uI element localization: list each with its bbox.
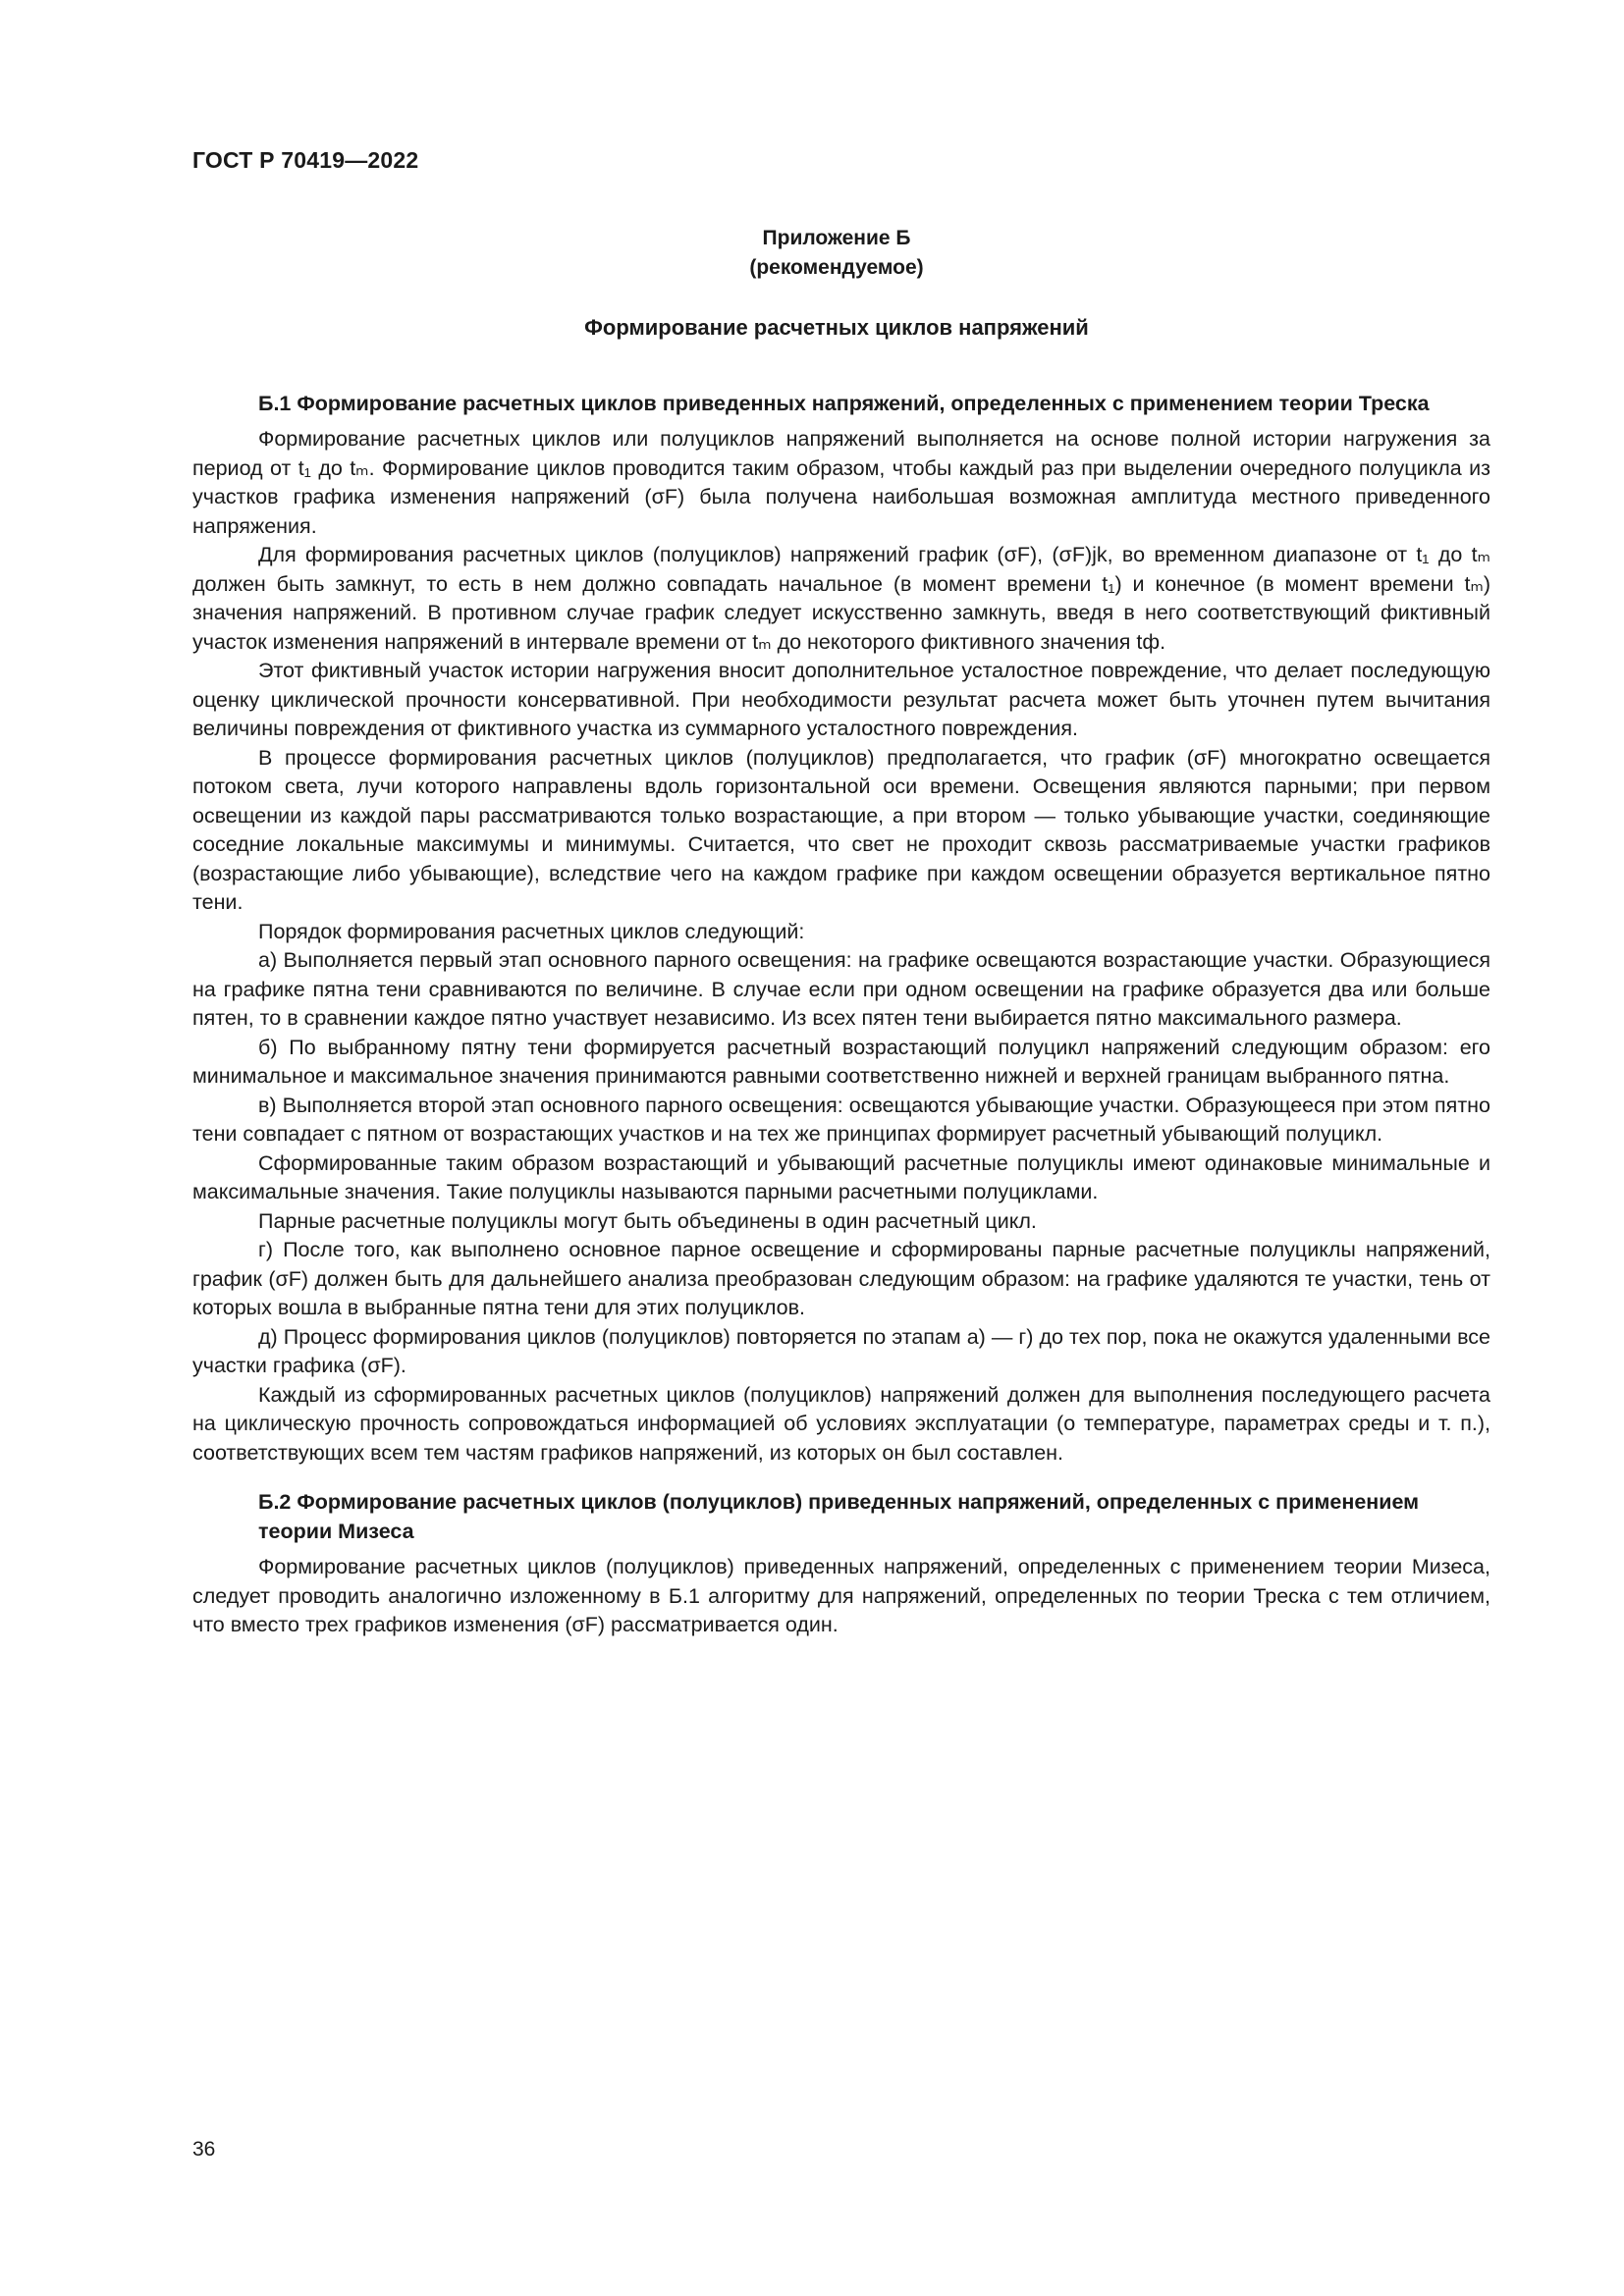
- section-heading: Б.2 Формирование расчетных циклов (полуциклов) приведенных напряжений, определенных с применением теории Мизеса: [258, 1490, 1420, 1543]
- paragraph: Этот фиктивный участок истории нагружения вносит дополнительное усталостное повреждение, что делает последующую оценку циклической прочности консервативной. При необходимости результат расчета может быть уточнен путем вычитания величины повреждения от фиктивного участка из суммарного усталостного повреждения.: [192, 659, 1490, 740]
- paragraph: Порядок формирования расчетных циклов следующий:: [258, 919, 805, 943]
- appendix-label: Приложение Б: [762, 227, 911, 249]
- appendix-header: [0, 224, 1624, 283]
- appendix-status: (рекомендуемое): [749, 256, 924, 279]
- paragraph: б) По выбранному пятну тени формируется расчетный возрастающий полуцикл напряжений следующим образом: его минимальное и максимальное значения принимаются равными соответственно нижней и верхней границам выбранного пятна.: [192, 1035, 1490, 1088]
- paragraph: Формирование расчетных циклов или полуциклов напряжений выполняется на основе полной истории нагружения за период от t₁ до tₘ. Формирование циклов проводится таким образом, чтобы каждый раз при выделении очередного полуцикла из участков графика изменения напряжений (σF) была получена наибольшая возможная амплитуда местного приведенного напряжения.: [192, 427, 1490, 538]
- paragraph: Сформированные таким образом возрастающий и убывающий расчетные полуциклы имеют одинаковые минимальные и максимальные значения. Такие полуциклы называются парными расчетными полуциклами.: [192, 1150, 1490, 1203]
- document-code: ГОСТ Р 70419—2022: [192, 147, 419, 173]
- paragraph: В процессе формирования расчетных циклов (полуциклов) предполагается, что график (σF) многократно освещается потоком света, лучи которого направлены вдоль горизонтальной оси времени. Освещения являются парными; при первом освещении из каждой пары рассматриваются только возрастающие, а при втором — только убывающие участки, соединяющие соседние локальные максимумы и минимумы. Считается, что свет не проходит сквозь рассматриваемые участки графиков (возрастающие либо убывающие), вследствие чего на каждом графике при каждом освещении образуется вертикальное пятно тени.: [192, 745, 1490, 914]
- paragraph: Парные расчетные полуциклы могут быть объединены в один расчетный цикл.: [258, 1208, 1037, 1233]
- paragraph: в) Выполняется второй этап основного парного освещения: освещаются убывающие участки. Образующееся при этом пятно тени совпадает с пятном от возрастающих участков и на тех же принципах формирует расчетный убывающий полуцикл.: [192, 1093, 1490, 1146]
- paragraph: Формирование расчетных циклов (полуциклов) приведенных напряжений, определенных с применением теории Мизеса, следует проводить аналогично изложенному в Б.1 алгоритму для напряжений, определенных по теории Треска с тем отличием, что вместо трех графиков изменения (σF) рассматривается один.: [192, 1555, 1490, 1636]
- page-number: 36: [192, 2138, 216, 2161]
- section-b1: [192, 389, 1490, 1468]
- paragraph: д) Процесс формирования циклов (полуциклов) повторяется по этапам а) — г) до тех пор, пока не окажутся удаленными все участки графика (σF).: [192, 1324, 1490, 1377]
- section-heading: Б.1 Формирование расчетных циклов приведенных напряжений, определенных с применением теории Треска: [258, 392, 1430, 415]
- paragraph: а) Выполняется первый этап основного парного освещения: на графике освещаются возрастающие участки. Образующиеся на графике пятна тени сравниваются по величине. В случае если при одном освещении на графике образуется два или больше пятен, то в сравнении каждое пятно участвует независимо. Из всех пятен тени выбирается пятно максимального размера.: [192, 948, 1490, 1030]
- paragraph: г) После того, как выполнено основное парное освещение и сформированы парные расчетные полуциклы напряжений, график (σF) должен быть для дальнейшего анализа преобразован следующим образом: на графике удаляются те участки, тень от которых вошла в выбранные пятна тени для этих полуциклов.: [192, 1238, 1490, 1319]
- appendix-title: Формирование расчетных циклов напряжений: [584, 315, 1089, 340]
- paragraph: Каждый из сформированных расчетных циклов (полуциклов) напряжений должен для выполнения последующего расчета на циклическую прочность сопровождаться информацией об условиях эксплуатации (о температуре, параметрах среды и т. п.), соответствующих всем тем частям графиков напряжений, из которых он был составлен.: [192, 1382, 1490, 1465]
- paragraph: Для формирования расчетных циклов (полуциклов) напряжений график (σF), (σF)jk, во временном диапазоне от t₁ до tₘ должен быть замкнут, то есть в нем должно совпадать начальное (в момент времени t₁) и конечное (в момент времени tₘ) значения напряжений. В противном случае график следует искусственно замкнуть, введя в него соответствующий фиктивный участок изменения напряжений в интервале времени от tₘ до некоторого фиктивного значения tф.: [192, 543, 1490, 654]
- document-body: [192, 389, 1490, 1640]
- section-b2: [192, 1487, 1490, 1640]
